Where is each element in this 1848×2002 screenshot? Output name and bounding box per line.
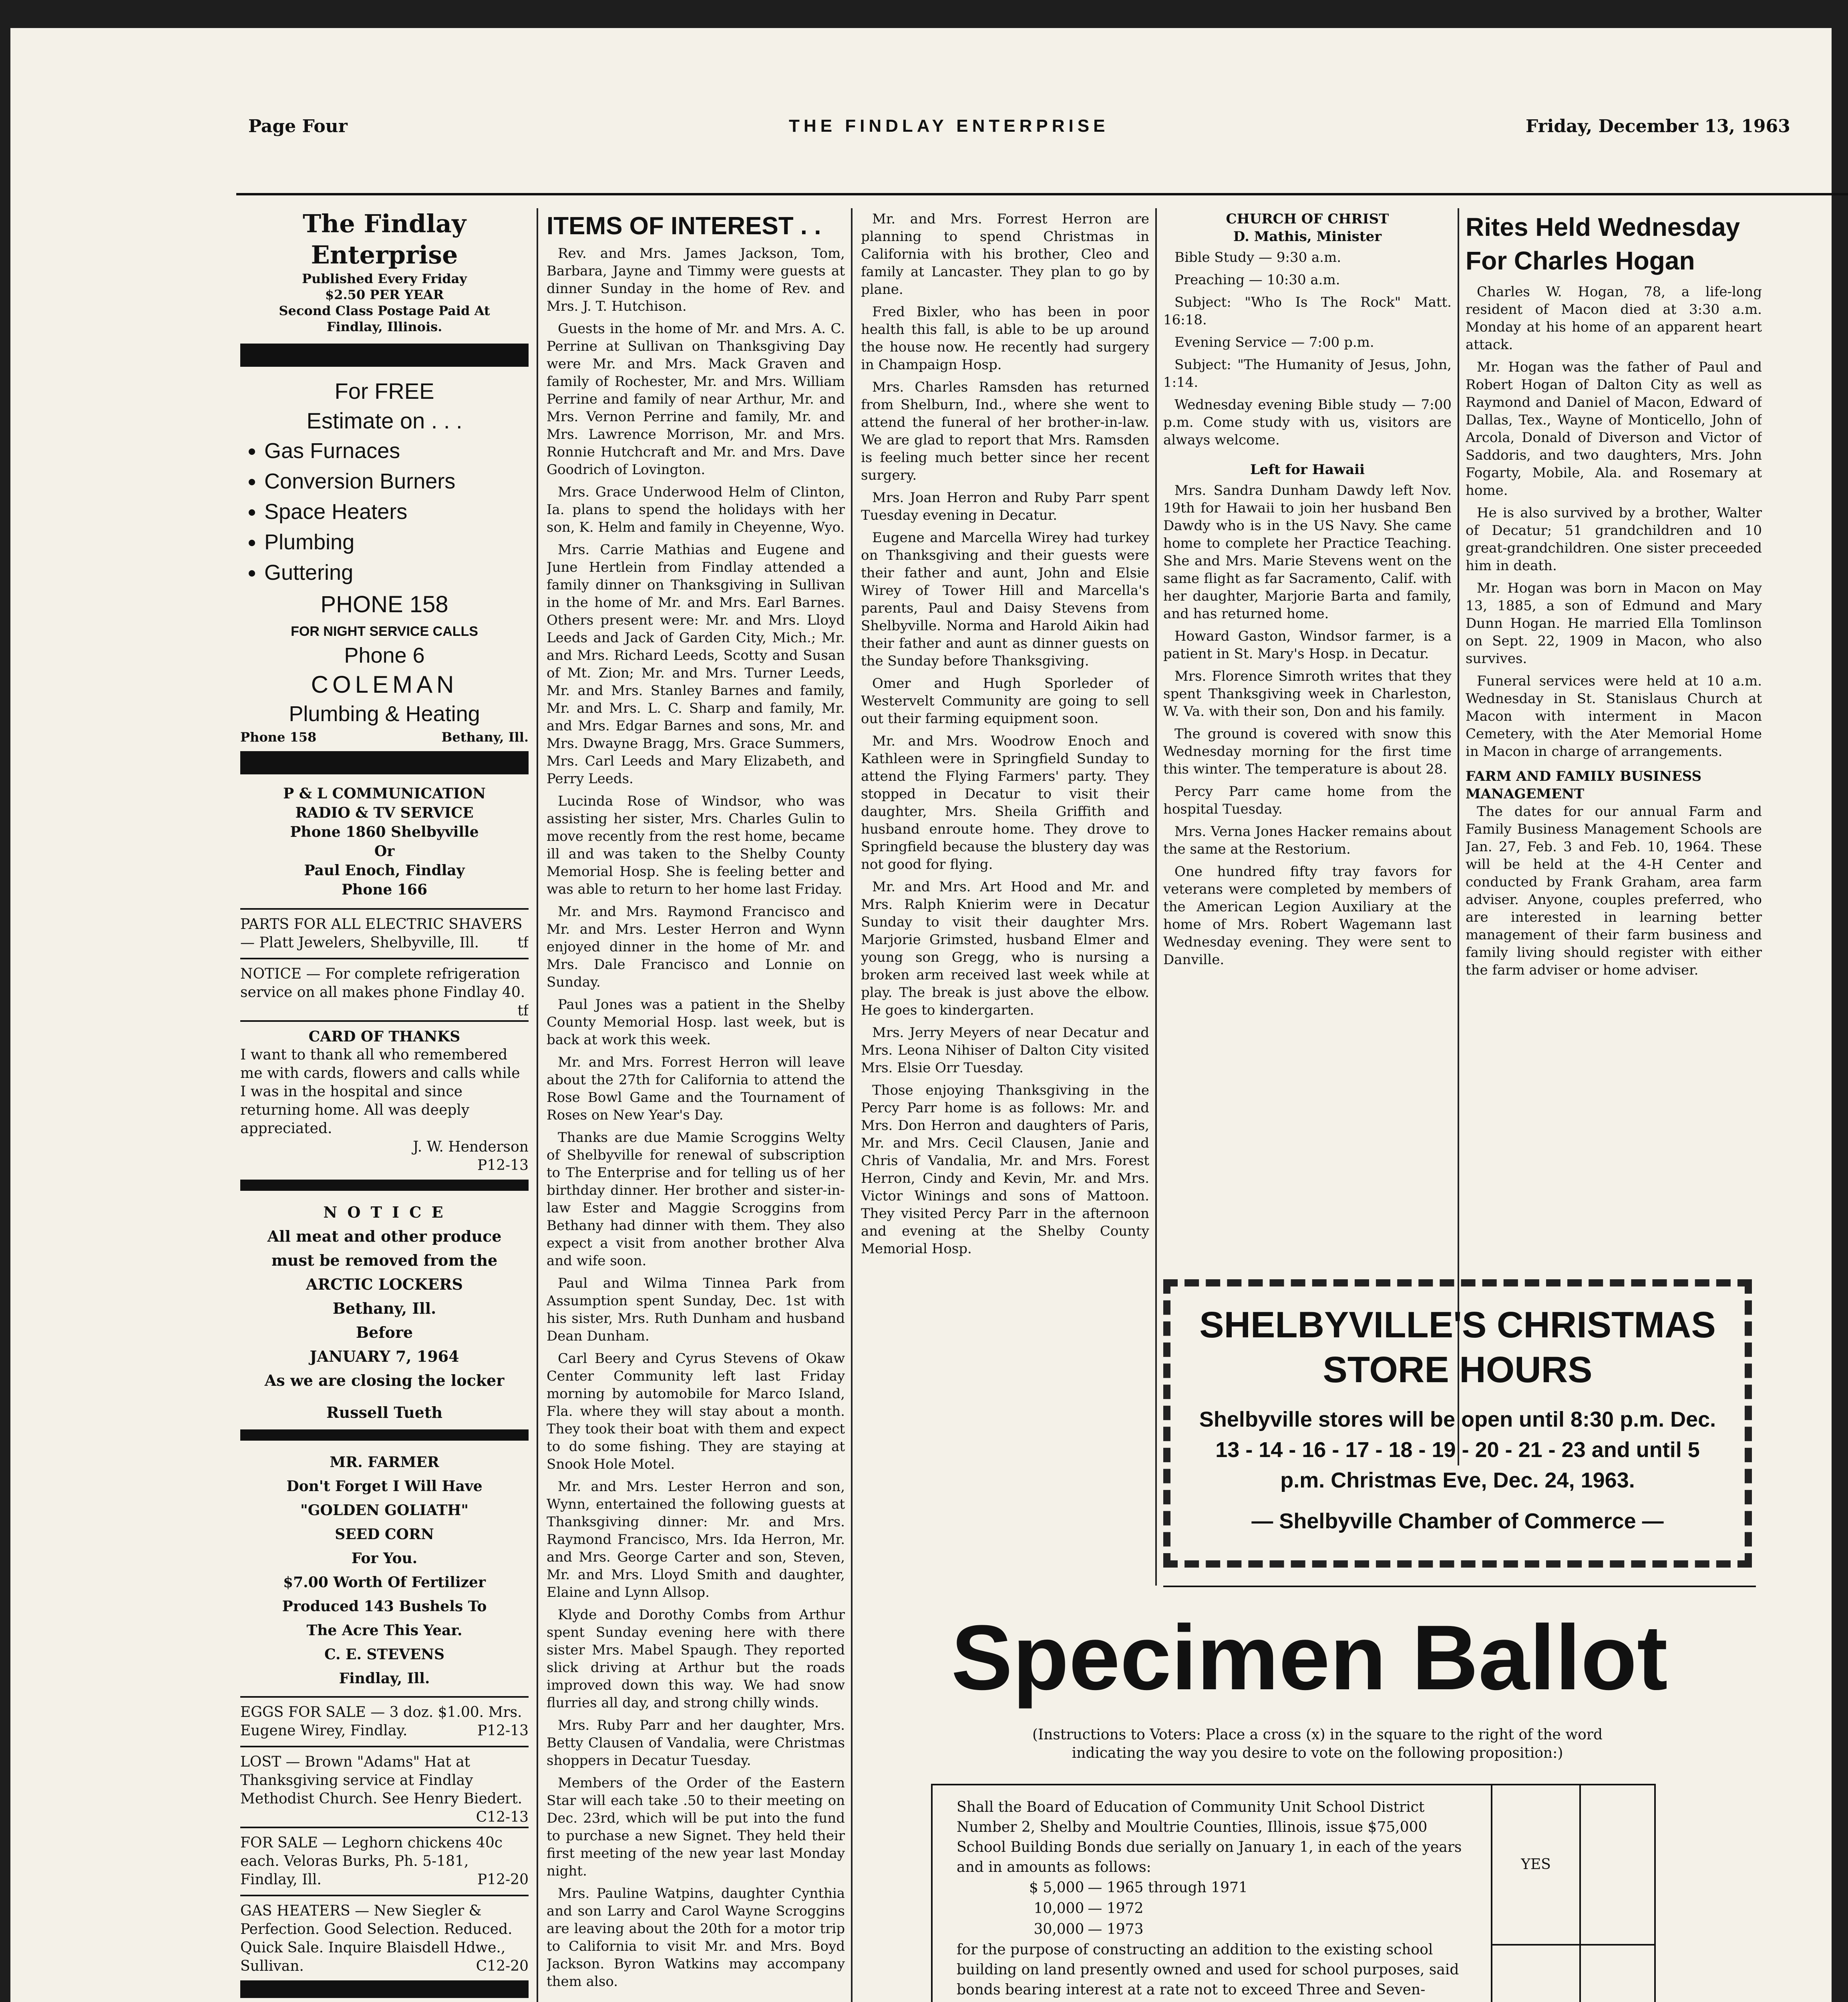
black-bar bbox=[240, 1980, 529, 1998]
yes-checkbox[interactable] bbox=[1580, 1785, 1655, 1945]
news-item: Percy Parr came home from the hospital Tuesday. bbox=[1163, 784, 1452, 817]
black-bar bbox=[240, 1180, 529, 1191]
news-item: Mr. Hogan was the father of Paul and Robert Hogan of Dalton City as well as Raymond and Daniel of Macon, Edward of Dallas, Tex., Wayne of Monticello, John of Arcola, Donald of Diverson and Victor of Saddoris, and two daughters, Mrs. John Fogarty, Mobile, Ala. and Rosemary at home. bbox=[1466, 359, 1762, 498]
news-item: Omer and Hugh Sporleder of Westervelt Community are going to sell out their farming equipment soon. bbox=[861, 675, 1149, 727]
ad-name: COLEMAN bbox=[311, 671, 458, 698]
ad-night: FOR NIGHT SERVICE CALLS bbox=[291, 624, 478, 639]
obituary-title: Rites Held Wednesday For Charles Hogan bbox=[1466, 213, 1740, 275]
news-item: Fred Bixler, who has been in poor health this fall, is able to be up around the house now. He recently had surgery in Champaign Hosp. bbox=[861, 304, 1149, 373]
free-estimate-ad bbox=[240, 376, 529, 436]
list-item: • Gas Furnaces bbox=[264, 436, 529, 466]
pub-line: Findlay, Illinois. bbox=[326, 319, 442, 334]
column-2 bbox=[547, 210, 845, 2002]
news-item: Klyde and Dorothy Combs from Arthur spent Sunday evening here with there sister Mrs. Mabel Spaugh. They reported slick driving at Arthur but the roads improved down this way. We had snow flurries all day, and strong chilly winds. bbox=[547, 1607, 845, 1711]
bond-amount: $ 5,000 bbox=[1029, 1879, 1084, 1896]
news-item: Mrs. Pauline Watpins, daughter Cynthia and son Larry and Carol Wayne Scroggins are leaving about the 20th for a motor trip to California to visit Mr. and Mrs. Boyd Jackson. Byron Watkins may accompany them also. bbox=[547, 1885, 845, 1990]
church-title: CHURCH OF CHRIST bbox=[1226, 211, 1389, 227]
news-item: Mrs. Florence Simroth writes that they spent Thanksgiving week in Charleston, W. Va. with their son, Don and his family. bbox=[1163, 668, 1452, 720]
church-line: Preaching — 10:30 a.m. bbox=[1174, 272, 1340, 288]
news-item: Mr. and Mrs. Lester Herron and son, Wynn, entertained the following guests at Thanksgiving dinner: Mr. and Mrs. Raymond Francisco, Mrs. Ida Herron, Mr. and Mrs. George Carter and son, Steven, Mr. and Mrs. Lloyd Smith and daughter, Elaine and Lynn Allsop. bbox=[547, 1479, 845, 1600]
news-item: Mrs. Grace Underwood Helm of Clinton, Ia. plans to spend the holidays with her son, K. Helm and family in Cheyenne, Wyo. bbox=[547, 484, 845, 535]
card-of-thanks-code: P12-13 bbox=[477, 1157, 529, 1174]
news-item: Mr. Hogan was born in Macon on May 13, 1885, a son of Edmund and Mary Dunn Hogan. He married Ella Tomlinson on Sept. 22, 1909 in Macon, who also survives. bbox=[1466, 580, 1762, 667]
ad-line: Paul Enoch, Findlay bbox=[304, 862, 465, 879]
ad-phone: PHONE 158 bbox=[320, 591, 448, 617]
ballot-table bbox=[931, 1784, 1656, 2002]
news-item: Mrs. Joan Herron and Ruby Parr spent Tuesday evening in Decatur. bbox=[861, 490, 1149, 523]
no-checkbox[interactable] bbox=[1580, 1945, 1655, 2002]
christmas-hours-ad bbox=[1163, 1279, 1752, 1568]
christmas-signature: — Shelbyville Chamber of Commerce — bbox=[1251, 1509, 1664, 1533]
christmas-text: Shelbyville stores will be open until 8:30 p.m. Dec. 13 - 14 - 16 - 17 - 18 - 19 - 20 - 21 - 23 and until 5 p.m. Christmas Eve, Dec. 24, 1963. bbox=[1199, 1407, 1716, 1492]
column-rule bbox=[1458, 208, 1459, 1465]
news-item: Mrs. Sandra Dunham Dawdy left Nov. 19th for Hawaii to join her husband Ben Dawdy who is in the US Navy. She came home to complete her Practice Teaching. She and Mrs. Marie Stevens went on the same flight as far Sacramento, Calif. with her daughter, Marjorie Barta and family, and has returned home. bbox=[1163, 482, 1452, 622]
news-item: Howard Gaston, Windsor farmer, is a patient in St. Mary's Hosp. in Decatur. bbox=[1163, 628, 1452, 662]
news-item: Thanks are due Mamie Scroggins Welty of Shelbyville for renewal of subscription to The Enterprise and for telling us of her birthday dinner. Her brother and sister-in-law Ester and Maggie Scroggins from Bethany had dinner with them. They also expect a visit from another brother Alva and wife soon. bbox=[547, 1130, 845, 1269]
ad-biz: Plumbing & Heating bbox=[289, 702, 480, 726]
church-minister: D. Mathis, Minister bbox=[1233, 229, 1382, 245]
news-item: Rev. and Mrs. James Jackson, Tom, Barbara, Jayne and Timmy were guests at dinner Sunday in the home of Rev. and Mrs. J. T. Hutchison. bbox=[547, 245, 845, 314]
column-5 bbox=[1466, 210, 1762, 1467]
service-list bbox=[240, 436, 529, 588]
column-3 bbox=[861, 210, 1149, 1588]
column-4 bbox=[1163, 210, 1452, 1467]
ballot-proposition: Shall the Board of Education of Community Unit School District Number 2, Shelby and Moultrie Counties, Illinois, issue $75,000 School Building Bonds due serially on January 1, in each of the years and in amounts as follows: bbox=[957, 1799, 1462, 1875]
news-item: Guests in the home of Mr. and Mrs. A. C. Perrine at Sullivan on Thanksgiving Day were Mr. and Mrs. Mack Graven and family of Rochester, Mr. and Mrs. William Perrine and family of near Arthur, Mr. and Mrs. Vernon Perrine and family, Mr. and Mrs. Lawrence Morrison, Mr. and Mrs. Ronnie Hutchcraft and Mr. and Mrs. Dave Goodrich of Lovington. bbox=[547, 321, 845, 478]
ad-town: Bethany, Ill. bbox=[441, 730, 529, 745]
black-bar bbox=[240, 1429, 529, 1441]
news-item: Mr. and Mrs. Forrest Herron are planning to spend Christmas in California with his brother, Cleo and family at Lancaster. They plan to go by plane. bbox=[861, 211, 1149, 297]
bond-years: — 1972 bbox=[1088, 1900, 1144, 1917]
locker-notice: N O T I C E All meat and other produce must be removed from the ARCTIC LOCKERS Bethany, Ill. Before JANUARY 7, 1964 As we are closing the locker Russell Tueth bbox=[264, 1203, 505, 1421]
christmas-title: SHELBYVILLE'S CHRISTMAS bbox=[1199, 1305, 1716, 1345]
news-item: Members of the Order of the Eastern Star will each take .50 to their meeting on Dec. 23rd, which will be put into the fund to purchase a new Signet. They held their first meeting of the new year last Monday night. bbox=[547, 1775, 845, 1879]
news-item: Paul Jones was a patient in the Shelby County Memorial Hosp. last week, but is back at work this week. bbox=[547, 997, 845, 1048]
issue-date: Friday, December 13, 1963 bbox=[1526, 116, 1790, 137]
page-number: Page Four bbox=[248, 116, 348, 137]
classified-ad: NOTICE — For complete refrigeration service on all makes phone Findlay 40. tf bbox=[240, 966, 529, 1019]
ballot-title: Specimen Ballot bbox=[951, 1606, 1668, 1709]
bond-amount: 10,000 bbox=[1034, 1900, 1084, 1917]
news-item: Eugene and Marcella Wirey had turkey on Thanksgiving and their guests were their father and aunt, John and Elsie Wirey of Tower Hill and Marcella's parents, Paul and Daisy Stevens from Shelbyville. Norma and Harold Aikin had their father and aunt as dinner guests on the Sunday before Thanksgiving. bbox=[861, 530, 1149, 669]
news-item: Charles W. Hogan, 78, a life-long resident of Macon died at 3:30 a.m. Monday at his home of an apparent heart attack. bbox=[1466, 284, 1762, 353]
news-item: Those enjoying Thanksgiving in the Percy Parr home is as follows: Mr. and Mrs. Don Herron and daughters of Paris, Mr. and Mrs. Cecil Clausen, Janie and Chris of Vandalia, Mr. and Mrs. Forest Herron, Cindy and Kevin, Mr. and Mrs. Victor Winings and sons of Mattoon. They visited Percy Parr in the afternoon and evening at the Shelby County Memorial Hosp. bbox=[861, 1082, 1149, 1257]
news-item: The ground is covered with snow this Wednesday morning for the first time this winter. The temperature is about 28. bbox=[1163, 726, 1452, 777]
pub-line: Published Every Friday bbox=[302, 271, 467, 286]
column-1 bbox=[240, 208, 529, 2002]
bond-years: — 1965 through 1971 bbox=[1088, 1879, 1248, 1896]
classified-ad: GAS HEATERS — New Siegler & Perfection. Good Selection. Reduced. Quick Sale. Inquire Blaisdell Hdwe., Sullivan. C12-20 bbox=[240, 1903, 529, 1974]
card-of-thanks-text: I want to thank all who remembered me with cards, flowers and calls while I was in the hospital and since returning home. All was deeply appreciated. bbox=[240, 1047, 520, 1137]
news-item: Mr. and Mrs. Woodrow Enoch and Kathleen were in Springfield Sunday to attend the Flying Farmers' party. They stopped in Decatur to visit their daughter, Mrs. Sheila Griffith and husband enroute home. They drove to Springfield because the blustery day was not good for flying. bbox=[861, 733, 1149, 872]
column-rule bbox=[537, 208, 538, 2002]
classified-ad: FOR SALE — Leghorn chickens 40c each. Veloras Burks, Ph. 5-181, Findlay, Ill. P12-20 bbox=[240, 1835, 529, 1888]
no-label bbox=[1492, 1945, 1580, 2002]
ad-line: For FREE bbox=[334, 378, 434, 404]
news-item: Mrs. Verna Jones Hacker remains about the same at the Restorium. bbox=[1163, 824, 1452, 857]
church-line: Subject: "Who Is The Rock" Matt. 16:18. bbox=[1163, 294, 1452, 328]
farm-text: The dates for our annual Farm and Family Business Management Schools are Jan. 27, Feb. 3 and Feb. 10, 1964. These will be held at the 4-H Center and conducted by Frank Graham, area farm adviser. Anyone, couples preferred, who are interested in learning better management of their farm business and family living should register with either the farm adviser or home adviser. bbox=[1466, 804, 1762, 978]
news-item: Mr. and Mrs. Art Hood and Mr. and Mrs. Ralph Knierim were in Decatur Sunday to visit their daughter Mrs. Marjorie Grimsted, husband Elmer and young son Gregg, who is nursing a broken arm received last week while at play. The break is just above the elbow. He goes to kindergarten. bbox=[861, 879, 1149, 1018]
news-item: Mr. and Mrs. Forrest Herron will leave about the 27th for California to attend the Rose Bowl Game and the Tournament of Roses on New Year's Day. bbox=[547, 1054, 845, 1123]
news-item: Lucinda Rose of Windsor, who was assisting her sister, Mrs. Charles Gulin to move recently from the rest home, became ill and was taken to the Shelby County Memorial Hosp. She is feeling better and was able to return to her home last Friday. bbox=[547, 793, 845, 897]
ad-phone2: Phone 158 bbox=[240, 730, 317, 745]
classified-ad: EGGS FOR SALE — 3 doz. $1.00. Mrs. Eugene Wirey, Findlay. P12-13 bbox=[240, 1704, 529, 1739]
news-item: He is also survived by a brother, Walter of Decatur; 51 grandchildren and 10 great-grandchildren. One sister preceeded him in death. bbox=[1466, 505, 1762, 574]
publication-title: The Findlay Enterprise bbox=[303, 209, 466, 269]
church-line: Bible Study — 9:30 a.m. bbox=[1174, 249, 1341, 265]
christmas-subtitle: STORE HOURS bbox=[1323, 1349, 1593, 1390]
farmer-ad: MR. FARMER Don't Forget I Will Have "GOLDEN GOLIATH" SEED CORN For You. $7.00 Worth Of Fertilizer Produced 143 Bushels To The Acre This Year. C. E. STEVENS Findlay, Ill. bbox=[282, 1454, 487, 1687]
list-item: • Space Heaters bbox=[264, 496, 529, 527]
news-item: One hundred fifty tray favors for veterans were completed by members of the American Legion Auxiliary at the home of Mrs. Robert Wagemann last Wednesday evening. They were sent to Danville. bbox=[1163, 864, 1452, 968]
yes-label: YES bbox=[1492, 1785, 1580, 1945]
farm-title: FARM AND FAMILY BUSINESS MANAGEMENT bbox=[1466, 768, 1702, 802]
news-item: Mrs. Ruby Parr and her daughter, Mrs. Betty Clausen of Vandalia, were Christmas shoppers in Decatur Tuesday. bbox=[547, 1717, 845, 1769]
news-item: Funeral services were held at 10 a.m. Wednesday in St. Stanislaus Church at Macon with interment in Macon Cemetery, with the Ater Memorial Home in Macon in charge of arrangements. bbox=[1466, 673, 1762, 760]
news-item: Mrs. Charles Ramsden has returned from Shelburn, Ind., where she went to attend the funeral of her brother-in-law. We are glad to report that Mrs. Ramsden is feeling much better since her recent surgery. bbox=[861, 379, 1149, 483]
news-item: Mr. and Mrs. Raymond Francisco and Mr. and Mrs. Lester Herron and Wynn enjoyed dinner in the home of Mr. and Mrs. Dale Francisco and Lonnie on Sunday. bbox=[547, 904, 845, 990]
church-line: Evening Service — 7:00 p.m. bbox=[1174, 334, 1374, 350]
masthead-rule bbox=[236, 193, 1848, 195]
classified-ad: LOST — Brown "Adams" Hat at Thanksgiving service at Findlay Methodist Church. See Henry Biedert. C12-13 bbox=[240, 1754, 529, 1825]
ad-night-phone: Phone 6 bbox=[344, 643, 425, 667]
card-of-thanks-sig: J. W. Henderson bbox=[413, 1139, 529, 1155]
card-of-thanks-title: CARD OF THANKS bbox=[308, 1028, 460, 1045]
ballot-instructions: (Instructions to Voters: Place a cross (x) in the square to the right of the word indicating the way you desire to vote on the following proposition:) bbox=[1032, 1727, 1603, 1761]
church-line: Subject: "The Humanity of Jesus, John, 1:14. bbox=[1163, 357, 1452, 390]
column-rule bbox=[851, 208, 853, 2002]
news-item: Mrs. Jerry Meyers of near Decatur and Mrs. Leona Nihiser of Dalton City visited Mrs. Elsie Orr Tuesday. bbox=[861, 1025, 1149, 1076]
classified-ad: PARTS FOR ALL ELECTRIC SHAVERS — Platt Jewelers, Shelbyville, Ill. tf bbox=[240, 916, 529, 951]
list-item: • Guttering bbox=[264, 557, 529, 588]
ballot-purpose: for the purpose of constructing an addition to the existing school building on land presently owned and used for school purposes, said bonds bearing interest at a rate not to exceed Three and Seven- bbox=[957, 1942, 1459, 1998]
ad-line: Phone 166 bbox=[341, 881, 427, 898]
hawaii-title: Left for Hawaii bbox=[1250, 462, 1365, 478]
ad-line: RADIO & TV SERVICE bbox=[295, 804, 474, 821]
church-line: Wednesday evening Bible study — 7:00 p.m. Come study with us, visitors are always welcome. bbox=[1163, 397, 1452, 448]
pl-ad bbox=[240, 784, 529, 899]
section-rule bbox=[1163, 1586, 1756, 1587]
bond-years: — 1973 bbox=[1088, 1921, 1144, 1938]
column-rule bbox=[1155, 208, 1157, 1586]
pub-line: $2.50 PER YEAR bbox=[325, 287, 444, 302]
ad-line: Or bbox=[374, 843, 395, 860]
news-item: Mrs. Carrie Mathias and Eugene and June Hertlein from Findlay attended a family dinner on Thanksgiving in Sullivan in the home of Mr. and Mrs. Earl Barnes. Others present were: Mr. and Mrs. Lloyd Leeds and Jack of Garden City, Mich.; Mr. and Mrs. Richard Leeds, Scotty and Susan of Mt. Zion; Mr. and Mrs. Turner Leeds, Mr. and Mrs. Stanley Barnes and family, Mr. and Mrs. L. C. Sharp and family, Mr. and Mrs. Edgar Barnes and sons, Mr. and Mrs. Dwayne Bragg, Mrs. Grace Summers, Mrs. Carl Leeds and Mary Elizabeth, and Perry Leeds. bbox=[547, 542, 845, 787]
list-item: • Conversion Burners bbox=[264, 466, 529, 496]
items-of-interest-title: ITEMS OF INTEREST . . bbox=[547, 212, 821, 240]
news-item: Paul and Wilma Tinnea Park from Assumption spent Sunday, Dec. 1st with his sister, Mrs. Ruth Dunham and husband Dean Dunham. bbox=[547, 1275, 845, 1344]
paper-name: THE FINDLAY ENTERPRISE bbox=[789, 116, 1109, 136]
black-bar bbox=[240, 344, 529, 367]
black-bar bbox=[240, 751, 529, 774]
ad-line: Estimate on . . . bbox=[306, 408, 463, 433]
news-item: Carl Beery and Cyrus Stevens of Okaw Center Community left last Friday morning by automobile for Marco Island, Fla. where they will stay about a month. They took their boat with them and expect to do some fishing. They are staying at Snook Hole Motel. bbox=[547, 1351, 845, 1472]
bond-amount: 30,000 bbox=[1034, 1921, 1084, 1938]
ad-line: Phone 1860 Shelbyville bbox=[290, 824, 479, 840]
list-item: • Plumbing bbox=[264, 527, 529, 557]
pub-line: Second Class Postage Paid At bbox=[279, 303, 490, 318]
ad-line: P & L COMMUNICATION bbox=[283, 785, 486, 802]
